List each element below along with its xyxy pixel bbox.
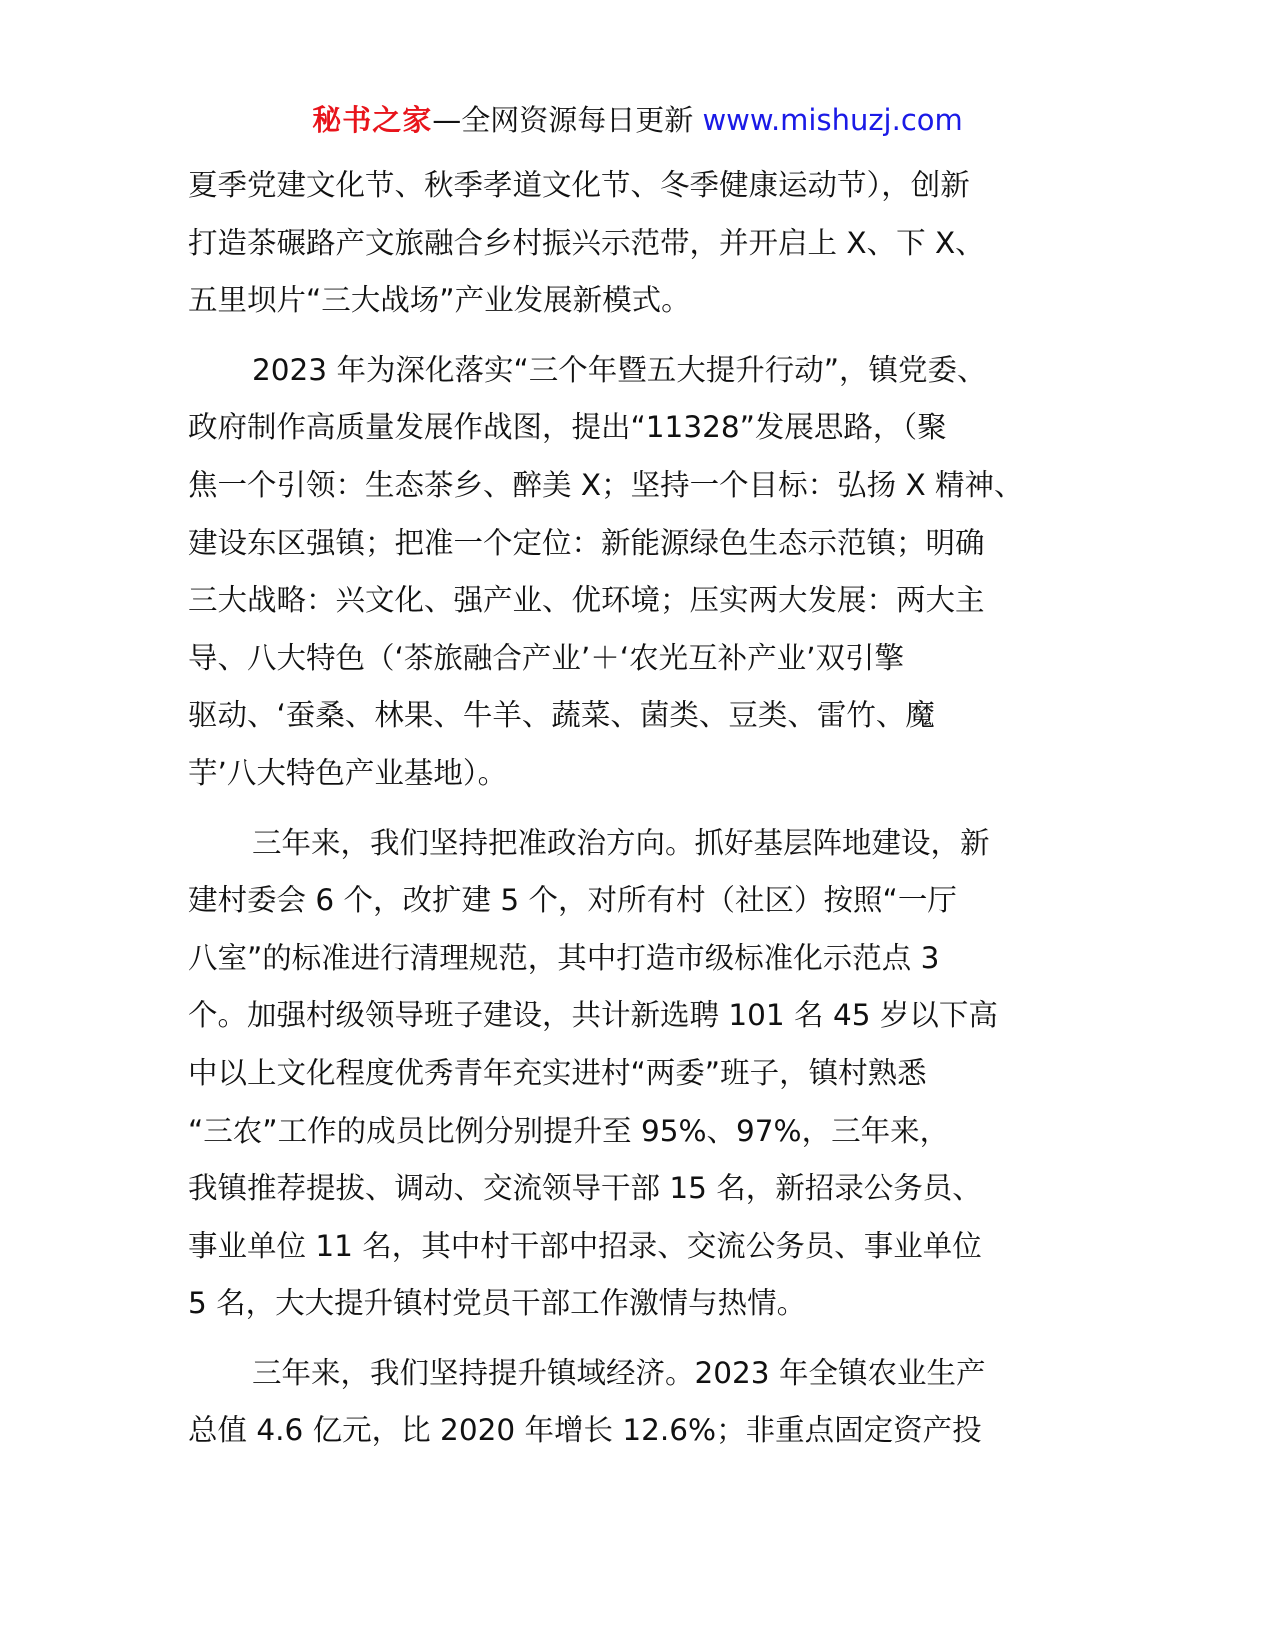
text-line: 我镇推荐提拔、调动、交流领导干部 15 名，新招录公务员、 — [188, 1171, 982, 1206]
text-line: 2023 年为深化落实“三个年暨五大提升行动”，镇党委、 — [252, 352, 987, 387]
text-line: 导、八大特色（‘茶旅融合产业’＋‘农光互补产业’双引擎 — [188, 640, 905, 675]
header-tagline: —全网资源每日更新 — [432, 103, 703, 137]
paragraph-3 — [188, 815, 1088, 1333]
site-header — [0, 98, 1275, 142]
text-line: 总值 4.6 亿元，比 2020 年增长 12.6%；非重点固定资产投 — [188, 1413, 982, 1448]
text-line: 事业单位 11 名，其中村干部中招录、交流公务员、事业单位 — [188, 1228, 982, 1263]
text-line: 芋’八大特色产业基地）。 — [188, 755, 508, 790]
text-line: 驱动、‘蚕桑、林果、牛羊、蔬菜、菌类、豆类、雷竹、魔 — [188, 698, 935, 733]
text-line: 三年来，我们坚持提升镇域经济。2023 年全镇农业生产 — [252, 1355, 986, 1390]
text-line: 五里坝片“三大战场”产业发展新模式。 — [188, 283, 691, 318]
text-line: “三农”工作的成员比例分别提升至 95%、97%，三年来， — [188, 1113, 950, 1148]
text-line: 中以上文化程度优秀青年充实进村“两委”班子，镇村熟悉 — [188, 1055, 927, 1090]
site-url-link[interactable]: www.mishuzj.com — [702, 103, 963, 137]
paragraph-4 — [188, 1345, 1088, 1460]
text-line: 个。加强村级领导班子建设，共计新选聘 101 名 45 岁以下高 — [188, 998, 998, 1033]
text-line: 三大战略：兴文化、强产业、优环境；压实两大发展：两大主 — [188, 583, 985, 618]
text-line: 建设东区强镇；把准一个定位：新能源绿色生态示范镇；明确 — [188, 525, 985, 560]
document-body — [188, 157, 1088, 1472]
text-line: 三年来，我们坚持把准政治方向。抓好基层阵地建设，新 — [252, 825, 990, 860]
text-line: 焦一个引领：生态茶乡、醉美 X；坚持一个目标：弘扬 X 精神、 — [188, 467, 1024, 502]
text-line: 政府制作高质量发展作战图，提出“11328”发展思路，（聚 — [188, 410, 947, 445]
brand-name: 秘书之家 — [312, 103, 433, 137]
text-line: 5 名，大大提升镇村党员干部工作激情与热情。 — [188, 1286, 807, 1321]
text-line: 建村委会 6 个，改扩建 5 个，对所有村（社区）按照“一厅 — [188, 883, 957, 918]
paragraph-2 — [188, 342, 1088, 803]
text-line: 打造茶碾路产文旅融合乡村振兴示范带，并开启上 X、下 X、 — [188, 225, 985, 260]
text-line: 八室”的标准进行清理规范，其中打造市级标准化示范点 3 — [188, 940, 940, 975]
paragraph-1 — [188, 157, 1088, 330]
text-line: 夏季党建文化节、秋季孝道文化节、冬季健康运动节），创新 — [188, 168, 970, 202]
